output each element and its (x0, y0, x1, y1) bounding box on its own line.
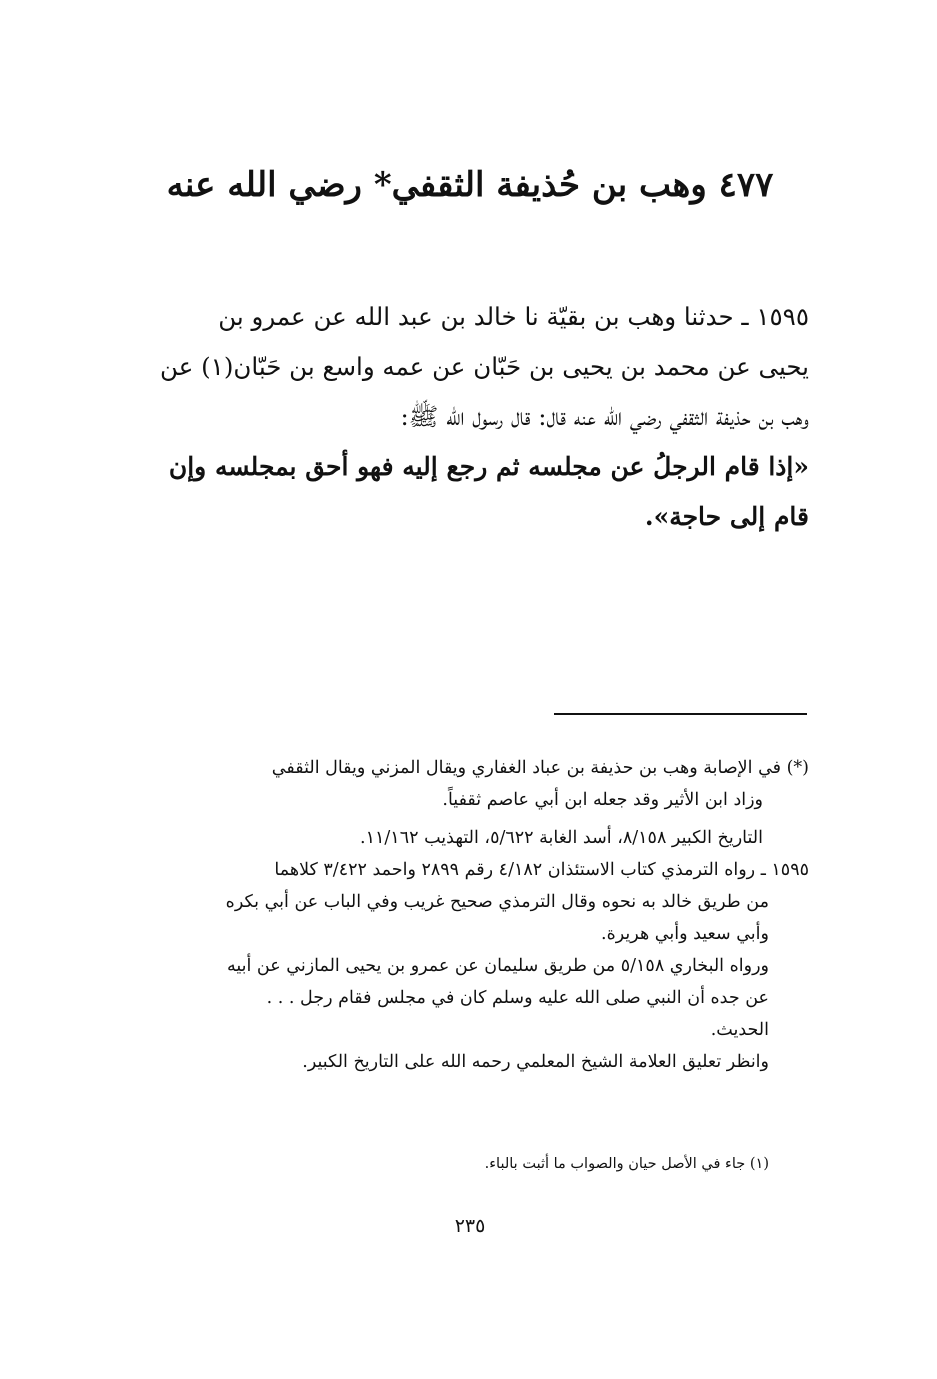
footnotes (119, 752, 809, 1078)
footnote-note-1: (١) جاء في الأصل حيان والصواب ما أثبت بالباء. (484, 1156, 769, 1172)
hadith-isnad-line-2: يحيى عن محمد بن يحيى بن حَبّان عن عمه واسع بن حَبّان(١) عن (160, 352, 809, 381)
footnote-divider (554, 713, 807, 715)
hadith-isnad-line-1: ١٥٩٥ ـ حدثنا وهب بن بقيّة نا خالد بن عبد الله عن عمرو بن (218, 302, 809, 331)
hadith-matn-line-1: «إذا قام الرجلُ عن مجلسه ثم رجع إليه فهو أحق بمجلسه وإن (168, 452, 809, 481)
hadith-matn-line-2: قام إلى حاجة». (644, 502, 809, 531)
hadith-isnad-line-3: وهب بن حذيفة الثقفي رضي الله عنه قال: قال رسول الله ﷺ: (400, 402, 809, 431)
footnote-references: التاريخ الكبير ٨/١٥٨، أسد الغابة ٥/٦٢٢، التهذيب ١١/١٦٢. (360, 828, 763, 848)
footnote-1595-line-1: ١٥٩٥ ـ رواه الترمذي كتاب الاستئذان ٤/١٨٢ رقم ٢٨٩٩ واحمد ٣/٤٢٢ كلاهما (274, 860, 809, 880)
footnote-see-also: وانظر تعليق العلامة الشيخ المعلمي رحمه الله على التاريخ الكبير. (302, 1052, 769, 1072)
footnote-bukhari-line-3: الحديث. (710, 1020, 769, 1040)
hadith-text (119, 292, 809, 542)
footnote-1595-line-2: من طريق خالد به نحوه وقال الترمذي صحيح غريب وفي الباب عن أبي بكره (225, 892, 769, 912)
page-number: ٢٣٥ (454, 1215, 486, 1237)
footnote-star-line-1: (*) في الإصابة وهب بن حذيفة بن عباد الغفاري ويقال المزني ويقال الثقفي (271, 758, 809, 778)
footnote-star-line-2: وزاد ابن الأثير وقد جعله ابن أبي عاصم ثقفياً. (442, 790, 763, 810)
chapter-title: ٤٧٧ وهب بن حُذيفة الثقفي* رضي الله عنه (166, 164, 774, 205)
footnote-bukhari-line-1: ورواه البخاري ٥/١٥٨ من طريق سليمان عن عمرو بن يحيى المازني عن أبيه (226, 956, 769, 976)
footnote-bukhari-line-2: عن جده أن النبي صلى الله عليه وسلم كان في مجلس فقام رجل . . . (266, 988, 769, 1008)
footnote-1595-line-3: وأبي سعيد وأبي هريرة. (601, 924, 769, 944)
